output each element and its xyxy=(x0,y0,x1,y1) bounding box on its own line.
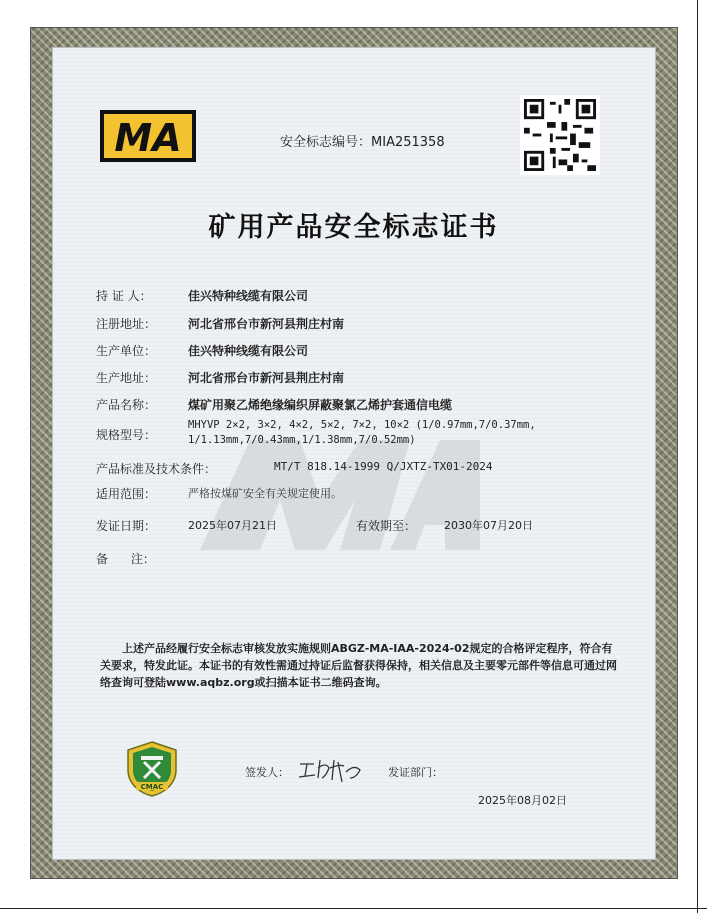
valid-until-value: 2030年07月20日 xyxy=(444,519,533,532)
field-value: 煤矿用聚乙烯绝缘编织屏蔽聚氯乙烯护套通信电缆 xyxy=(188,398,453,412)
field-model xyxy=(96,426,156,443)
field-holder xyxy=(96,287,309,304)
cert-number xyxy=(280,131,445,150)
cert-number-value: MIA251358 xyxy=(371,135,445,150)
ma-logo xyxy=(100,110,196,162)
certificate-title: 矿用产品安全标志证书 xyxy=(208,212,499,243)
valid-until-label: 有效期至： xyxy=(356,519,417,533)
signer-label: 签发人： xyxy=(245,766,289,779)
field-scope-value: 严格按煤矿安全有关规定使用。 xyxy=(188,487,342,500)
spec-line: MHYVP 2×2, 3×2, 4×2, 5×2, 7×2, 10×2 (1/0.97mm,7/0.37mm, xyxy=(188,419,536,431)
page-edge-bottom xyxy=(0,908,707,909)
field-value: 河北省邢台市新河县荆庄村南 xyxy=(188,317,345,331)
svg-text:CMAC: CMAC xyxy=(140,783,164,791)
field-scope-label: 适用范围： xyxy=(96,487,157,501)
qr-code[interactable] xyxy=(520,95,600,175)
field-standard-value: MT/T 818.14-1999 Q/JXTZ-TX01-2024 xyxy=(274,460,493,473)
field-value: 河北省邢台市新河县荆庄村南 xyxy=(188,371,345,385)
department-label: 发证部门： xyxy=(388,766,443,779)
field-label: 持 证 人： xyxy=(96,289,152,303)
cmac-emblem xyxy=(126,740,178,798)
spec-line: 1/1.13mm,7/0.43mm,1/1.38mm,7/0.52mm) xyxy=(188,434,416,446)
remark-label: 备 注： xyxy=(96,552,155,566)
sign-date: 2025年08月02日 xyxy=(478,794,567,807)
signature xyxy=(296,754,366,784)
field-label: 生产单位： xyxy=(96,344,157,358)
svg-text:MA: MA xyxy=(114,116,182,160)
field-reg-address xyxy=(96,315,345,332)
model-spec xyxy=(188,418,618,448)
field-label: 产品名称： xyxy=(96,398,157,412)
page-edge-right xyxy=(697,0,698,913)
issue-date-label: 发证日期： xyxy=(96,519,157,533)
field-value: 佳兴特种线缆有限公司 xyxy=(188,344,309,358)
field-value: 佳兴特种线缆有限公司 xyxy=(188,289,309,303)
field-label: 注册地址： xyxy=(96,317,157,331)
certificate-statement: 上述产品经履行安全标志审核发放实施规则ABGZ-MA-IAA-2024-02规定的合格评定程序，符合有关要求，特发此证。本证书的有效性需通过持证后监督获得保持，相关信息及主要零元部件等信息可通过网络查询可登陆www.aqbz.org或扫描本证书二维码查询。 xyxy=(100,642,617,689)
field-prod-address xyxy=(96,369,345,386)
field-producer xyxy=(96,342,309,359)
field-label: 生产地址： xyxy=(96,371,157,385)
issue-date-value: 2025年07月21日 xyxy=(188,519,277,532)
field-standard-label: 产品标准及技术条件： xyxy=(96,462,217,476)
field-label: 规格型号： xyxy=(96,428,157,442)
cert-number-label: 安全标志编号： xyxy=(280,135,372,150)
field-product-name xyxy=(96,396,453,413)
